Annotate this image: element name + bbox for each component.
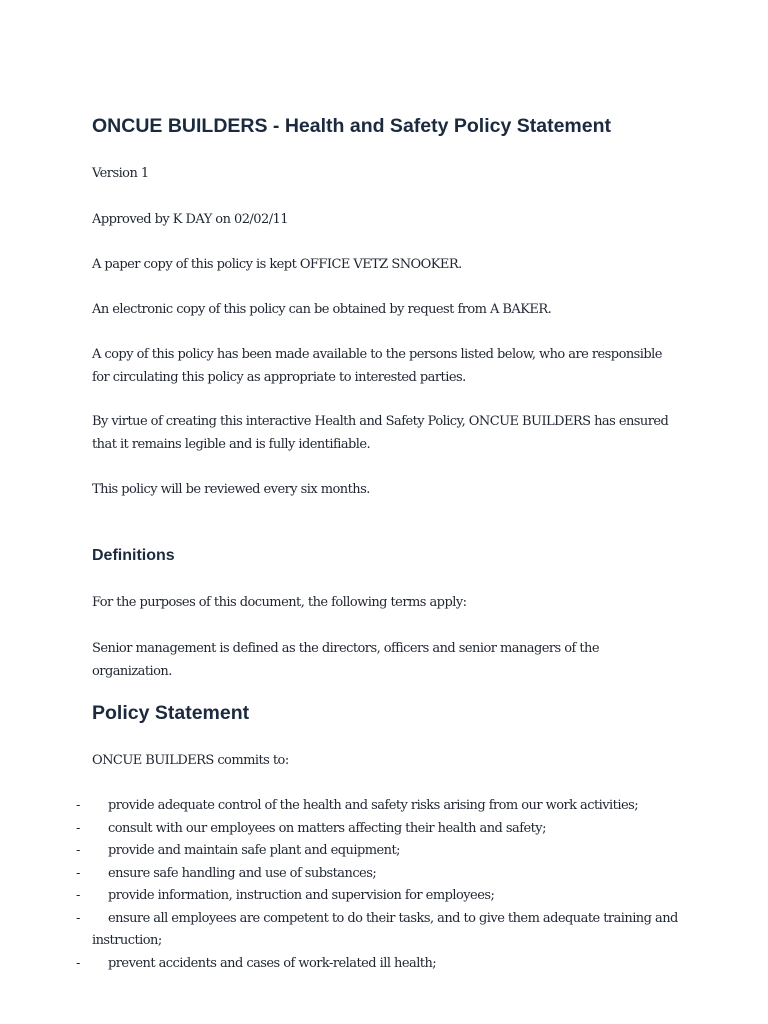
bullet-dash: -: [76, 888, 80, 903]
bullet-dash: -: [76, 820, 80, 836]
list-item: [76, 953, 682, 976]
list-item-text: ensure safe handling and use of substances;: [108, 865, 377, 881]
bullet-dash: -: [76, 955, 80, 971]
list-item: [76, 863, 682, 886]
list-item: [76, 840, 682, 863]
list-item-text: provide information, instruction and supervision for employees;: [108, 888, 495, 903]
list-item-text: provide and maintain safe plant and equipment;: [108, 843, 400, 858]
list-item: [76, 818, 682, 841]
bullet-dash: -: [76, 910, 80, 926]
version-text: Version 1: [92, 166, 149, 181]
approval-text: Approved by K DAY on 02/02/11: [92, 212, 288, 227]
list-item: [76, 908, 682, 953]
definitions-intro: For the purposes of this document, the following terms apply:: [92, 595, 467, 610]
distribution-text: A copy of this policy has been made available to the persons listed below, who are responsible for circulating this policy as appropriate to interested parties.: [92, 347, 662, 385]
bullet-dash: -: [76, 843, 80, 858]
document-title: ONCUE BUILDERS - Health and Safety Policy Statement: [92, 115, 612, 137]
electronic-copy-text: An electronic copy of this policy can be obtained by request from A BAKER.: [92, 302, 552, 317]
bullet-dash: -: [76, 798, 80, 813]
list-item-text: ensure all employees are competent to do their tasks, and to give them adequate training and instruction;: [92, 910, 678, 948]
commitment-intro: ONCUE BUILDERS commits to:: [92, 753, 289, 768]
legibility-text: By virtue of creating this interactive Health and Safety Policy, ONCUE BUILDERS has ensured that it remains legible and is fully identifiable.: [92, 414, 669, 452]
list-item-text: prevent accidents and cases of work-related ill health;: [108, 955, 437, 971]
bullet-dash: -: [76, 865, 80, 881]
list-item: [76, 795, 682, 818]
commitment-list: [76, 795, 682, 975]
list-item-text: consult with our employees on matters affecting their health and safety;: [108, 820, 546, 836]
senior-management-definition: Senior management is defined as the directors, officers and senior managers of the organization.: [92, 641, 600, 679]
review-text: This policy will be reviewed every six months.: [92, 482, 370, 497]
list-item-text: provide adequate control of the health and safety risks arising from our work activities;: [108, 798, 639, 813]
list-item: [76, 885, 682, 908]
definitions-heading: Definitions: [92, 547, 175, 564]
policy-statement-heading: Policy Statement: [92, 702, 250, 724]
paper-copy-text: A paper copy of this policy is kept OFFICE VETZ SNOOKER.: [92, 257, 462, 272]
